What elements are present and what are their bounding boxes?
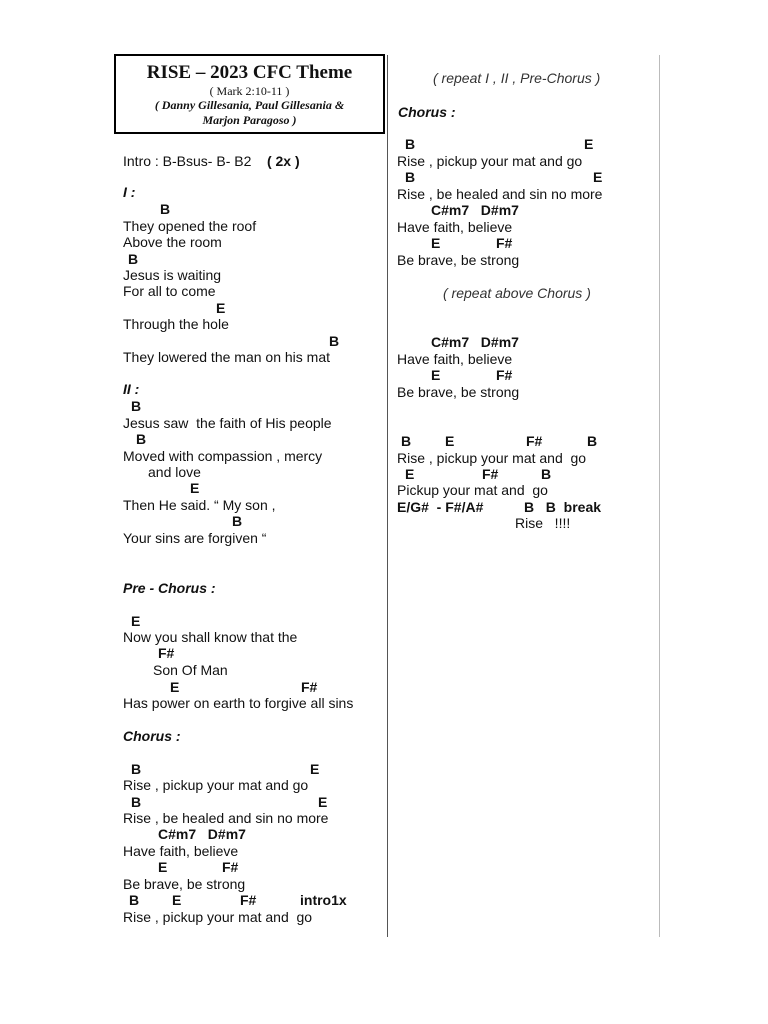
chord: E (216, 300, 226, 316)
lyric-line: Rise , pickup your mat and go (123, 909, 313, 925)
chord: E (310, 761, 320, 777)
chord: C#m7 D#m7 (431, 202, 519, 218)
chord: E (431, 367, 441, 383)
lyric-line: Moved with compassion , mercy (123, 448, 323, 464)
lyric-line: Jesus is waiting (123, 267, 222, 283)
chord: F# (496, 367, 513, 383)
chord: F# (158, 645, 175, 661)
lyric-line: For all to come (123, 283, 216, 299)
chord: B (405, 136, 416, 152)
chord: B (401, 433, 412, 449)
lyric-line: They opened the roof (123, 218, 257, 234)
chord: B (329, 333, 340, 349)
chord: B (160, 201, 171, 217)
chord: E (584, 136, 594, 152)
chord: C#m7 D#m7 (158, 826, 246, 842)
chord: E (190, 480, 200, 496)
lyric-line: Through the hole (123, 316, 229, 332)
chord: E (405, 466, 415, 482)
lyric-line: Have faith, believe (397, 351, 513, 367)
chord: E (431, 235, 441, 251)
lyric-line: Rise , be healed and sin no more (123, 810, 329, 826)
chord: E (318, 794, 328, 810)
chord: E/G# - F#/A# (397, 499, 484, 515)
final-lyric: Rise !!!! (515, 515, 571, 531)
intro-line: Intro : B-Bsus- B- B2 ( 2x ) (123, 153, 300, 169)
chord: B (232, 513, 243, 529)
chord: E (445, 433, 455, 449)
chord: E (172, 892, 182, 908)
verse2-label: II : (123, 381, 140, 397)
chord: F# (482, 466, 499, 482)
lyric-line: Has power on earth to forgive all sins (123, 695, 354, 711)
scripture-reference: ( Mark 2:10-11 ) (209, 84, 290, 98)
chord: B (128, 251, 139, 267)
column-divider (387, 55, 388, 937)
chord: B (131, 398, 142, 414)
authors-line-1: ( Danny Gillesania, Paul Gillesania & (154, 98, 345, 112)
lyric-line: Rise , be healed and sin no more (397, 186, 603, 202)
intro-cue: intro1x (300, 892, 347, 908)
authors-line-2: Marjon Paragoso ) (202, 113, 297, 127)
chord: B (587, 433, 598, 449)
chord: E (158, 859, 168, 875)
lyric-line: Your sins are forgiven “ (123, 530, 267, 546)
lyric-line: Above the room (123, 234, 222, 250)
chord: F# (301, 679, 318, 695)
lyric-line: Now you shall know that the (123, 629, 298, 645)
lyric-line: Son Of Man (153, 662, 228, 678)
lyric-line: Have faith, believe (397, 219, 513, 235)
lyric-line: They lowered the man on his mat (123, 349, 330, 365)
lyric-line: Be brave, be strong (123, 876, 246, 892)
lyric-line: Rise , pickup your mat and go (397, 450, 587, 466)
chord: F# (526, 433, 543, 449)
chorus-label: Chorus : (123, 728, 181, 744)
page-edge-line (659, 55, 660, 937)
chord: E (131, 613, 141, 629)
chord: B (129, 892, 140, 908)
repeat-note: ( repeat I , II , Pre-Chorus ) (433, 70, 601, 86)
chord: E (170, 679, 180, 695)
chord: F# (222, 859, 239, 875)
prechorus-label: Pre - Chorus : (123, 580, 216, 596)
chord: B (405, 169, 416, 185)
repeat-chorus-note: ( repeat above Chorus ) (443, 285, 591, 301)
chord: B (136, 431, 147, 447)
chord: F# (496, 235, 513, 251)
lyric-line: Rise , pickup your mat and go (397, 153, 583, 169)
chord: B (131, 761, 142, 777)
song-title: RISE – 2023 CFC Theme (146, 62, 353, 83)
chord: C#m7 D#m7 (431, 334, 519, 350)
lyric-line: Rise , pickup your mat and go (123, 777, 309, 793)
lyric-line: Then He said. “ My son , (123, 497, 276, 513)
title-box (114, 54, 385, 134)
lyric-line: Pickup your mat and go (397, 482, 548, 498)
chorus-label-right: Chorus : (398, 104, 456, 120)
lyric-line: Jesus saw the faith of His people (123, 415, 332, 431)
lyric-line: Be brave, be strong (397, 384, 520, 400)
chord: B B break (524, 499, 602, 515)
chord: E (593, 169, 603, 185)
lyric-line: and love (148, 464, 201, 480)
verse1-label: I : (123, 184, 136, 200)
lyric-line: Be brave, be strong (397, 252, 520, 268)
chord: F# (240, 892, 257, 908)
lyric-line: Have faith, believe (123, 843, 239, 859)
chord: B (541, 466, 552, 482)
chord: B (131, 794, 142, 810)
